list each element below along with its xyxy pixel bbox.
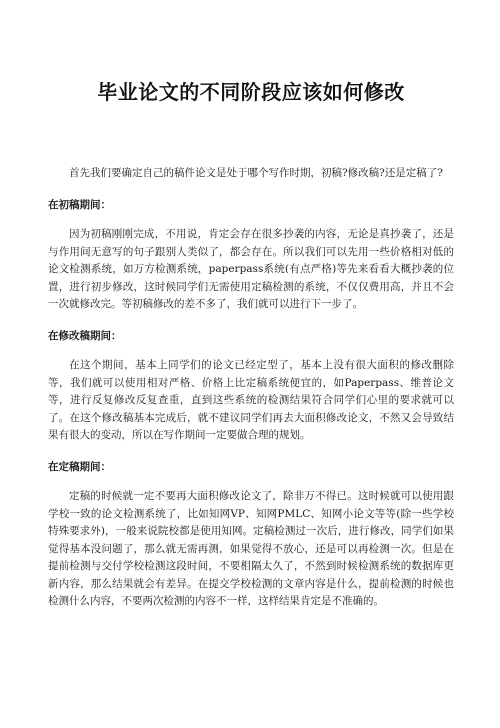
section-heading-draft: 在初稿期间： (48, 198, 111, 211)
document-title: 毕业论文的不同阶段应该如何修改 (97, 80, 405, 104)
document-page (0, 76, 500, 728)
section-heading-revision: 在修改稿期间： (48, 329, 122, 342)
section-body-final: 定稿的时候就一定不要再大面积修改论文了，除非万不得已。这时候就可以使用跟学校一致的论文检测系统了，比如知网VP、知网PMLC、知网小论文等等(除一些学校特殊要求外)，一般来说院校都是使用知网。定稿检测过一次后，进行修改，同学们如果觉得基本没问题了，那么就无需再测，如果觉得不放心，还是可以再检测一次。但是在提前检测与交付学校检测这段时间，不要相隔太久了，不然到时候检测系统的数据库更新内容，那么结果就会有差异。在提交学校检测的文章内容是什么，提前检测的时候也检测什么内容，不要两次检测的内容不一样，这样结果肯定是不准确的。 (48, 490, 454, 607)
intro-paragraph: 首先我们要确定自己的稿件论文是处于哪个写作时期，初稿?修改稿?还是定稿了? (69, 167, 443, 179)
section-heading-final: 在定稿期间： (48, 460, 111, 473)
section-body-draft: 因为初稿刚刚完成，不用说，肯定会存在很多抄袭的内容，无论是真抄袭了，还是与作用间无意写的句子跟别人类似了，都会存在。所以我们可以先用一些价格相对低的论文检测系统，如万方检测系统，paperpass系统(有点严格)等先来看看大概抄袭的位置，进行初步修改，这时候同学们无需使用定稿检测的系统，不仅仅费用高，并且不会一次就修改完。等初稿修改的差不多了，我们就可以进行下一步了。 (48, 228, 454, 310)
section-body-revision: 在这个期间，基本上同学们的论文已经定型了，基本上没有很大面积的修改删除等，我们就可以使用相对严格、价格上比定稿系统便宜的，如Paperpass、维普论文等，进行反复修改反复查重，直到这些系统的检测结果符合同学们心里的要求就可以了。在这个修改稿基本完成后，就不建议同学们再去大面积修改论文，不然又会导致结果有很大的变动，所以在写作期间一定要做合理的规划。 (48, 359, 454, 441)
